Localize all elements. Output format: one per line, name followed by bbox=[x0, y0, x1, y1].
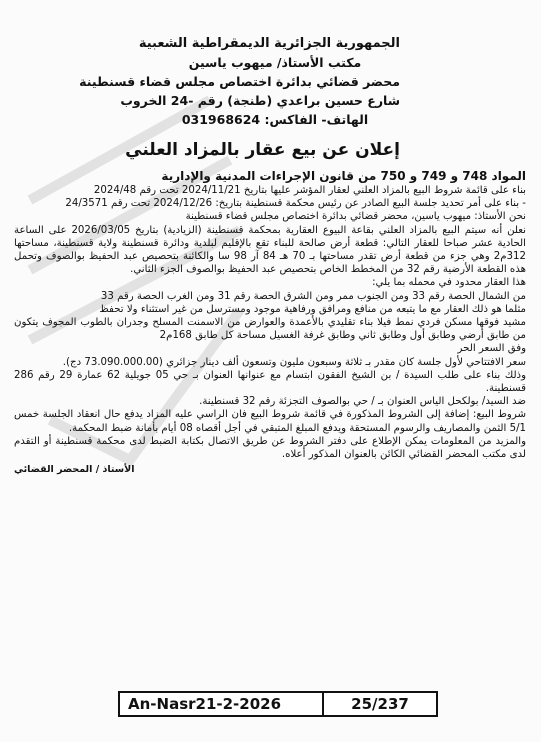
body-paragraph: نحن الأستاذ: ميهوب ياسين، محضر قضائي بدائرة اختصاص مجلس قضاء قسنطينة bbox=[185, 211, 526, 223]
announcement-body bbox=[14, 168, 526, 476]
body-paragraph: مشيد فوقها مسكن فردي نمط فيلا بناء تقليدي بالأعمدة والعوارض من الاسمنت المسلح وجدران بالطوب المجوف يتكون من طابق أرضي وطابق أول وطابق ثاني وطابق غرفة الغسيل مساحة كل طابق 168م2 bbox=[14, 317, 526, 342]
body-paragraph: سعر الافتتاحي لأول جلسة كان مقدر بـ ثلاثة وسبعون مليون وتسعون ألف دينار جزائري (73.090.000.00 دج). bbox=[62, 356, 526, 368]
announcement-title: إعلان عن بيع عقار بالمزاد العلني bbox=[125, 140, 400, 160]
announcement-number: 25/237 bbox=[351, 695, 409, 713]
body-paragraph: وفق السعر الحر bbox=[457, 343, 526, 355]
body-paragraph: نعلن أنه سيتم البيع بالمزاد العلني بقاعة البيوع العقارية بمحكمة قسنطينة (الزيادية) بتاريخ 2026/03/05 على الساعة الحادية عشر صباحا للعقار التالي: قطعة أرض صالحة للبناء تقع بالإقليم لبلدية ودائرة قسنطينة ولاية قسنطينة، مساحتها 312م2 وهي جزء من قطعة أرض تقدر مساحتها بـ 70 هـ 84 آر 98 سا والكائنة بتحصيص عبد الحفيظ بوالصوف وتحمل هذه القطعة الأرضية رقم 32 من المخطط الخاص بتحصيص عبد الحفيظ بوالصوف الجزء الثاني. bbox=[14, 224, 526, 276]
header-phone-fax: الهاتف- الفاكس: 031968624 bbox=[181, 112, 369, 127]
body-paragraph: هذا العقار محدود في محمله بما يلي: bbox=[372, 277, 526, 289]
publication-footer bbox=[118, 691, 438, 717]
body-paragraph: بناء على قائمة شروط البيع بالمزاد العلني لعقار المؤشر عليها بتاريخ 2024/11/21 تحت رقم 2024/48 bbox=[93, 185, 526, 196]
body-paragraph: مثلما هو ذلك العقار مع ما يتبعه من منافع ومرافق ورفاهية موجود ومسترسل من غير استثناء ولا تحفظ bbox=[99, 303, 526, 315]
header-office: مكتب الأستاذ/ ميهوب ياسين bbox=[188, 55, 362, 70]
header-address: شارع حسين براعدي (طنجة) رقم -24 الخروب bbox=[120, 93, 400, 108]
body-paragraph: - بناء على أمر تحديد جلسة البيع الصادر عن رئيس محكمة قسنطينة بتاريخ: 2024/12/26 تحت رقم 24/3571 bbox=[65, 198, 526, 210]
body-paragraph: من الشمال الحصة رقم 33 ومن الجنوب ممر ومن الشرق الحصة رقم 31 ومن الغرب الحصة رقم 33 bbox=[100, 290, 526, 302]
header-republic: الجمهورية الجزائرية الديمقراطية الشعبية bbox=[138, 36, 400, 51]
letterhead bbox=[79, 34, 400, 129]
legal-articles-heading: المواد 748 و 749 و 750 من قانون الإجراءات المدنية والإدارية bbox=[161, 169, 526, 183]
publication-label: An-Nasr21-2-2026 bbox=[120, 693, 324, 715]
body-paragraph: وذلك بناء على طلب السيدة / بن الشيخ الفقون ابتسام مع عنوانها العنوان بـ حي 05 جويلية 62 عمارة 29 رقم 286 قسنطينة. bbox=[14, 369, 527, 395]
body-paragraph: ضد السيد/ بولكحل الياس العنوان بـ / حي بوالصوف التجزئة رقم 32 قسنطينة. bbox=[199, 396, 526, 408]
header-jurisdiction: محضر قضائي بدائرة اختصاص مجلس قضاء قسنطينة bbox=[79, 74, 400, 89]
body-paragraph: والمزيد من المعلومات يمكن الإطلاع على دفتر الشروط عن طريق الاتصال بكتابة الضبط لدى محكمة قسنطينة أو التقدم لدى مكتب المحضر القضائي الكائن بالعنوان المذكور أعلاه. bbox=[14, 435, 526, 461]
body-paragraph: شروط البيع: إضافة إلى الشروط المذكورة في قائمة شروط البيع فان الراسي عليه المزاد يدفع حال انعقاد الجلسة خمس 5/1 الثمن والمصاريف والرسوم المستحقة ويدفع المبلغ المتبقي في أجل أقصاه 08 أيام بأمانة ضبط المحكمة. bbox=[14, 409, 526, 434]
bailiff-signature: الأستاذ / المحضر القضائي bbox=[14, 464, 135, 476]
